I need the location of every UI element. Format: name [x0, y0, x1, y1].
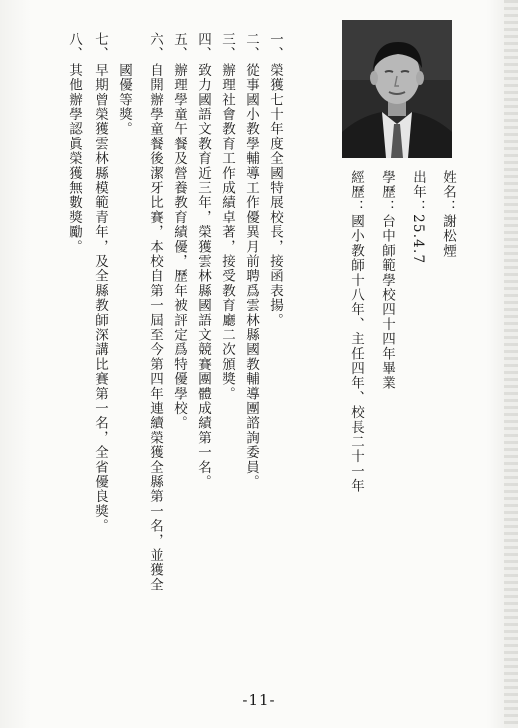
page-edge-shadow	[504, 0, 518, 728]
experience-label: 經歷：	[348, 170, 364, 215]
list-item-number: 三、	[219, 32, 235, 61]
list-item-number: 一、	[267, 32, 283, 61]
list-item-number: 八、	[66, 32, 82, 61]
list-item-number: 二、	[243, 32, 259, 61]
name-line	[440, 170, 456, 258]
list-item-number: 七、	[92, 32, 108, 61]
list-item-number: 四、	[195, 32, 211, 61]
education-value: 台中師範學校四十四年畢業	[379, 214, 395, 391]
education-line	[379, 170, 395, 391]
birth-label: 出年：	[410, 170, 426, 215]
experience-line	[348, 170, 364, 493]
name-label: 姓名：	[440, 170, 456, 215]
portrait-photo-image	[342, 20, 452, 158]
list-item: 致力國語文教育近三年，榮獲雲林縣國語文競賽團體成績第一名。	[195, 63, 211, 490]
portrait-photo	[342, 20, 452, 158]
page-number: -11-	[242, 691, 276, 709]
list-item-number: 五、	[171, 32, 187, 61]
birth-value: 25.4.7	[410, 214, 426, 265]
list-item-continuation: 國優等獎。	[116, 63, 132, 137]
name-value: 謝松煙	[440, 214, 456, 259]
education-label: 學歷：	[379, 170, 395, 215]
list-item: 早期曾榮獲雲林縣模範青年，及全縣教師深講比賽第一名，全省優良獎。	[92, 63, 108, 534]
list-item: 從事國小教學輔導工作優異月前聘爲雲林縣國教輔導團諮詢委員。	[243, 63, 259, 490]
experience-value: 國小教師十八年、主任四年、校長二十一年	[348, 214, 364, 494]
list-item: 其他辦學認眞榮獲無數獎勵。	[66, 63, 82, 255]
list-item: 辦理學童午餐及營養教育績優，歷年被評定爲特優學校。	[171, 63, 187, 431]
list-item-number: 六、	[147, 32, 163, 61]
list-item: 榮獲七十年度全國特展校長，接函表揚。	[267, 63, 283, 328]
birth-line	[410, 170, 426, 264]
list-item: 辦理社會教育工作成績卓著，接受教育廳二次頒獎。	[219, 63, 235, 402]
list-item: 自開辦學童餐後潔牙比賽，本校自第一屆至今第四年連續榮獲全縣第一名，並獲全	[147, 63, 163, 593]
